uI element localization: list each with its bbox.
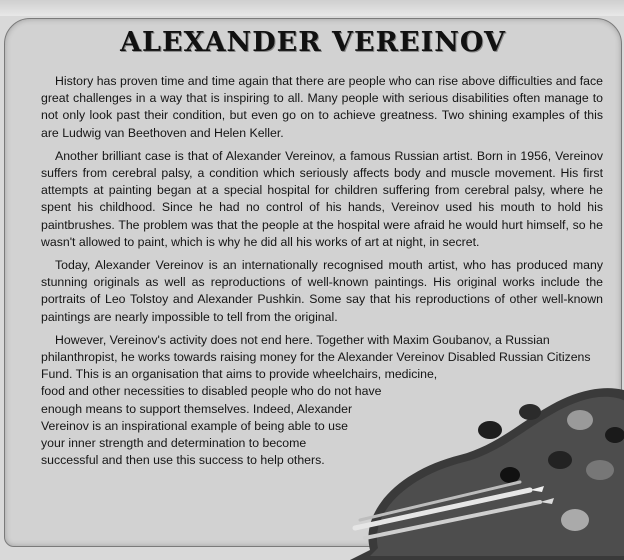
paragraph-4-line-1: However, Vereinov's activity does not end here. Together with Maxim Goubanov, a Russian bbox=[55, 332, 550, 347]
paint-palette-icon bbox=[330, 360, 624, 560]
paragraph-3: Today, Alexander Vereinov is an internationally recognised mouth artist, who has produced many stunning originals as well as reproductions of well-known paintings. His original works include the portraits of Leo Tolstoy and Alexander Pushkin. Some say that his reproductions of other well-known paintings are nearly impossible to tell from the original. bbox=[41, 258, 603, 324]
article-title: ALEXANDER VEREINOV bbox=[120, 27, 506, 58]
paragraph-4-line-7: your inner strength and determination to become bbox=[41, 436, 307, 451]
paragraph-4-line-8: successful and then use this success to help others. bbox=[41, 453, 325, 468]
paragraph-2: Another brilliant case is that of Alexander Vereinov, a famous Russian artist. Born in 1956, Vereinov suffers from cerebral palsy, a condition which seriously affects body and muscle movement. His first attempts at painting began at a special hospital for children suffering from cerebral palsy, where he spent his childhood. Since he had no control of his hands, Vereinov used his mouth to hold his paintbrushes. The problem was that the people at the hospital were afraid he would hurt himself, so he wasn't allowed to paint, which is why he did all his works of art at night, in secret. bbox=[41, 148, 603, 249]
paragraph-4-line-6: Vereinov is an inspirational example of being able to use bbox=[41, 418, 348, 433]
paragraph-1: History has proven time and time again that there are people who can rise above difficulties and face great challenges in a way that is inspiring to all. Many people with serious disabilities often manage to not only look past their condition, but even go on to achieve greatness. Two shining examples of this are Ludwig van Beethoven and Helen Keller. bbox=[41, 74, 603, 140]
paragraph-4-line-4: food and other necessities to disabled people who do not have bbox=[41, 384, 382, 399]
paragraph-4-line-5: enough means to support themselves. Indeed, Alexander bbox=[41, 401, 353, 416]
paragraph-4-line-2: philanthropist, he works towards raising money for the Alexander Vereinov Disabled Russian Citizens bbox=[41, 350, 591, 365]
page-top-strip bbox=[0, 0, 624, 16]
paragraph-4-line-3: Fund. This is an organisation that aims to provide wheelchairs, medicine, bbox=[41, 367, 438, 382]
